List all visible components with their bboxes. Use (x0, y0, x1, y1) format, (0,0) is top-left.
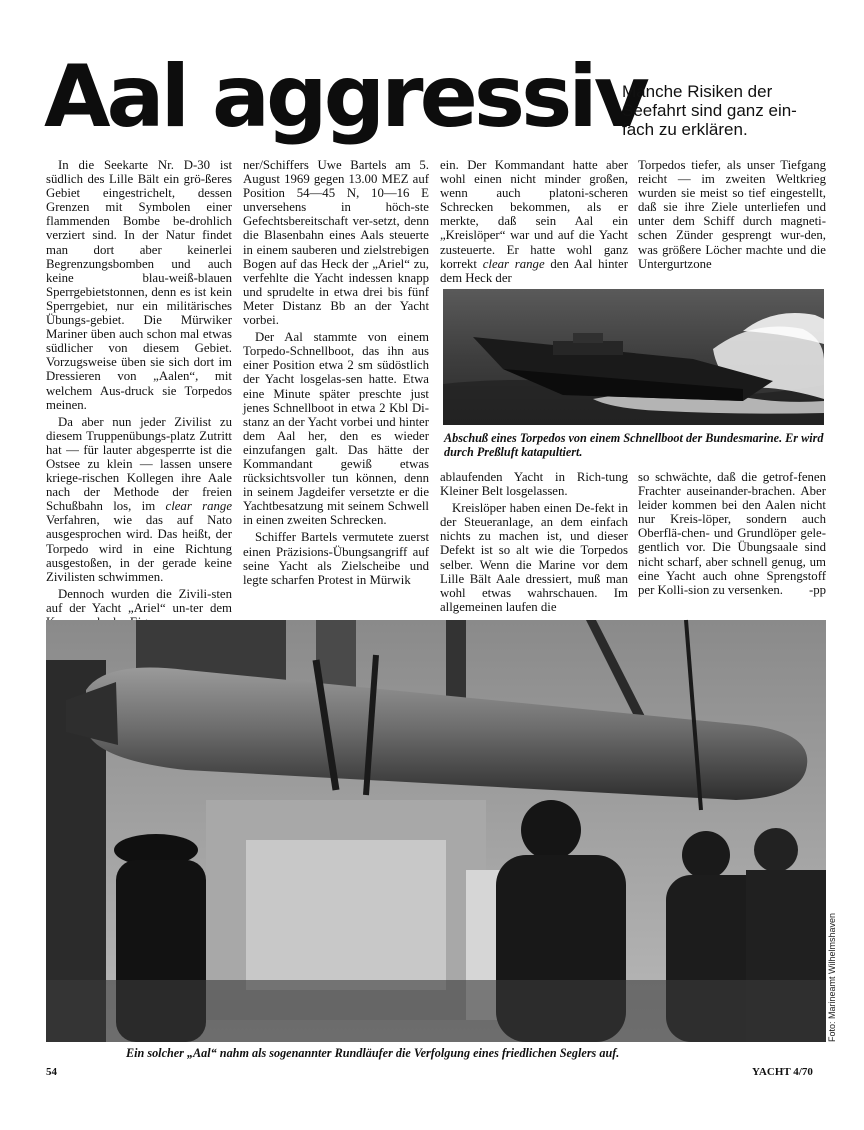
article-column-4-bottom (638, 470, 826, 610)
article-column-3-top (440, 158, 628, 285)
photo-torpedo-on-deck (46, 620, 826, 1042)
paragraph: ein. Der Kommandant hatte aber wohl einen nicht minder großen, wenn auch platoni-scheren Schrecken bekommen, als er merkte, daß sein Aal ein „Kreislöper“ war und auf die Yacht zusteuerte. Er hatte wohl ganz korrekt clear range den Aal hinter dem Heck der (440, 158, 628, 285)
article-column-3-bottom (440, 470, 628, 614)
paragraph: Dennoch wurden die Zivili-sten auf der Yacht „Ariel“ un-ter dem (46, 586, 232, 615)
paragraph: ablaufenden Yacht in Rich-tung Kleiner Belt losgelassen. (440, 470, 628, 499)
article-column-1 (46, 158, 232, 614)
headline: Aal aggressiv (44, 47, 646, 147)
magazine-issue: YACHT 4/70 (752, 1066, 813, 1078)
author-sign: -pp (808, 582, 826, 597)
page-number: 54 (46, 1066, 57, 1078)
paragraph: Da aber nun jeder Zivilist zu diesem Truppenübungs-platz Zutritt hat — für lauter abgesperrte ist die Ostsee zu klein — lassen unsere kriege-rischen Kollegen ihre Aale nach der Methode der freien Schußbahn los, im clear range Verfahren, wie das auf Nato ausgesprochen wird. Das heißt, der Torpedo wird in eine Richtung ausgestoßen, in der gerade keine Zivilisten schwimmen. (46, 414, 232, 584)
standfirst: Manche Risiken der Seefahrt sind ganz ein-fach zu erklären. (622, 82, 797, 139)
photo-torpedo-launch-caption: Abschuß eines Torpedos von einem Schnellboot der Bundesmarine. Er wird durch Preßluft katapultiert. (444, 431, 824, 459)
photo-torpedo-launch (443, 289, 824, 425)
paragraph: Kreislöper haben einen De-fekt in der Steueranlage, an dem einfach nichts zu machen ist, und dieser Defekt ist so alt wie die Torpedos selber. Wenn die Marine vor dem Lille Bält Aale dressiert, muß man wohl etwas wahrschauen. Im allgemeinen laufen die (440, 501, 628, 614)
article-column-2 (243, 158, 429, 614)
paragraph: Schiffer Bartels vermutete zuerst einen Präzisions-Übungsangriff auf seine Yacht als Zielscheibe und legte scharfen Protest in Mürwik (243, 530, 429, 587)
torpedo-boat-image (443, 289, 824, 425)
photo-torpedo-on-deck-caption: Ein solcher „Aal“ nahm als sogenannter Rundläufer die Verfolgung eines friedlichen Seglers auf. (126, 1046, 620, 1060)
paragraph: Der Aal stammte von einem Torpedo-Schnellboot, das ihn aus einer Position etwa 2 sm südöstlich der Yacht losgelas-sen hatte. Etwa eine Minute später preschte just jenes Schnellboot in etwa 2 Kbl Di-stanz an der Yacht vorbei und hinter dem Aal her, den es wieder einzufangen galt. Das hätte der Kommandant gewiß etwas rücksichtsvoller tun können, denn in seinem Jagdeifer versetzte er die Yachtbesatzung mit seinem Schwell in einen zweiten Schrecken. (243, 330, 429, 528)
paragraph: In die Seekarte Nr. D-30 ist südlich des Lille Bält ein grö-ßeres Gebiet eingestrichelt, dessen Grenzen mit Symbolen einer flammenden Bombe be-drohlich verziert sind. In der Natur findet man dort aber keinerlei Begrenzungsbomben und auch keine blau-weiß-blauen Sperrgebietstonnen, denn es ist kein Sperrgebiet, nur ein militärisches Übungs-gebiet. Die Mürwiker Mariner üben auch schon mal etwas südlicher von diesem Gebiet. Vorzugsweise üben sie sich dort im Dressieren von „Aalen“, mit welchem Aus-druck sie Torpedos meinen. (46, 158, 232, 412)
paragraph: so schwächte, daß die getrof-fenen Frachter auseinander-brachen. Aber leider kommen bei den Aalen nicht nur Kreis-löper, sondern auch Oberflä-chen- und Grundlöper gele-gentlich vor. Die Übungsaale sind nicht scharf, aber schnell genug, um eine Yacht auch ohne Sprengstoff per Kolli-sion zu versenken. -pp (638, 470, 826, 597)
photo-credit: Foto: Marineamt Wilhelmshaven (827, 912, 837, 1042)
paragraph: Torpedos tiefer, als unser Tiefgang reicht — im zweiten Weltkrieg wurden sie meist so tief eingestellt, daß sie ihre Ziele unterliefen und unter dem Schiff durch magneti-schen Zünder gesprengt wur-den, was größere Löcher machte und die Untergurtzone (638, 158, 826, 271)
torpedo-deck-image (46, 620, 826, 1042)
paragraph: ner/Schiffers Uwe Bartels am 5. August 1969 gegen 13.00 MEZ auf Position 54—45 N, 10—16 E unversehens in höch-ste Gefechtsbereitschaft ver-setzt, denn die Blasenbahn eines Aals steuerte in einem sauberen und zielstrebigen Bogen auf das Heck der „Ariel“ zu, verfehlte die Yacht indessen knapp und sprudelte in etwa drei bis fünf Meter Distanz Bb an der Yacht vorbei. (243, 158, 429, 328)
article-column-4-top (638, 158, 826, 288)
